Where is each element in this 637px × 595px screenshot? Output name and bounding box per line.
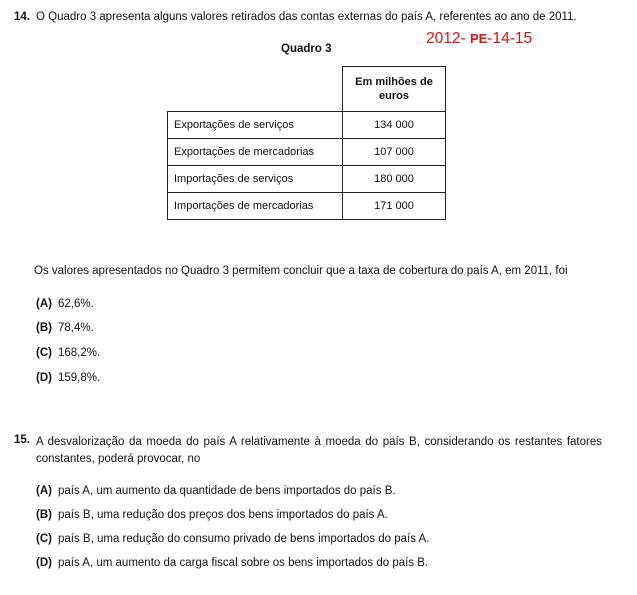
question-15-text: A desvalorização da moeda do país A relativamente à moeda do país B, considerando os restantes fatores constantes, poderá provocar, no [36, 436, 602, 465]
option-text: país A, um aumento da quantidade de bens importados do país B. [58, 485, 396, 497]
option-text: 62,6%. [58, 298, 94, 310]
table-empty-corner [168, 67, 343, 112]
option-text: país B, uma redução dos preços dos bens importados do país A. [58, 509, 388, 521]
option-letter: (B) [36, 509, 52, 521]
row-value: 171 000 [343, 193, 446, 220]
row-label: Importações de serviços [168, 166, 343, 193]
option-d [36, 557, 428, 569]
option-d [36, 372, 100, 384]
option-letter: (D) [36, 372, 52, 384]
row-label: Exportações de serviços [168, 112, 343, 139]
row-label: Importações de mercadorias [168, 193, 343, 220]
table-row [168, 193, 446, 220]
option-letter: (A) [36, 298, 52, 310]
option-a [36, 485, 396, 497]
option-b [36, 322, 94, 334]
question-14-number: 14. [14, 11, 30, 23]
table-caption: Quadro 3 [281, 43, 332, 55]
option-text: país B, uma redução do consumo privado de bens importados do país A. [58, 533, 430, 545]
column-header: Em milhões de euros [343, 67, 446, 112]
option-letter: (C) [36, 533, 52, 545]
row-value: 134 000 [343, 112, 446, 139]
option-letter: (D) [36, 557, 52, 569]
option-letter: (C) [36, 347, 52, 359]
question-14-stem: Os valores apresentados no Quadro 3 permitem concluir que a taxa de cobertura do país A, em 2011, foi [34, 265, 568, 277]
option-a [36, 298, 94, 310]
reference-code-suffix: -14-15 [487, 30, 533, 47]
table-row [168, 112, 446, 139]
option-letter: (B) [36, 322, 52, 334]
table-header-row [168, 67, 446, 112]
option-text: 159,8%. [58, 372, 101, 384]
option-c [36, 347, 100, 359]
reference-code [426, 30, 532, 48]
option-text: 168,2%. [58, 347, 101, 359]
table-row [168, 139, 446, 166]
question-14-text: O Quadro 3 apresenta alguns valores retirados das contas externas do país A, referentes ao ano de 2011. [36, 11, 577, 23]
reference-code-prefix: 2012- [426, 30, 470, 47]
option-c [36, 533, 429, 545]
reference-code-bold: PE [469, 31, 488, 46]
option-text: país A, um aumento da carga fiscal sobre os bens importados do país B. [58, 557, 429, 569]
table-row [168, 166, 446, 193]
row-value: 107 000 [343, 139, 446, 166]
option-letter: (A) [36, 485, 52, 497]
question-15-number: 15. [14, 434, 30, 446]
quadro-3-table [167, 66, 446, 220]
option-text: 78,4%. [58, 322, 94, 334]
row-label: Exportações de mercadorias [168, 139, 343, 166]
option-b [36, 509, 388, 521]
row-value: 180 000 [343, 166, 446, 193]
